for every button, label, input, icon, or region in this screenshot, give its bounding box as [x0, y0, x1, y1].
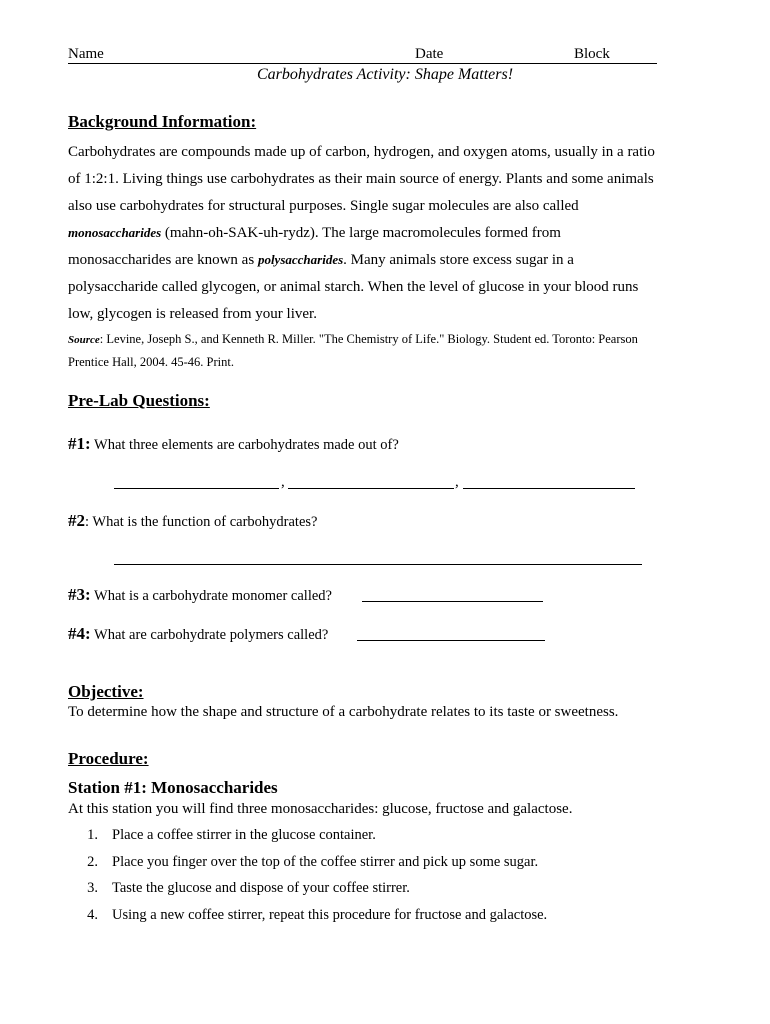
answer-4-blank[interactable]: [357, 640, 545, 641]
comma-1: ,: [281, 474, 285, 490]
background-line-5-pre: monosaccharides are known as: [68, 252, 258, 268]
objective-text: To determine how the shape and structure of a carbohydrate relates to its taste or sweetness.: [68, 704, 619, 720]
background-line-6: polysaccharide called glycogen, or animal starch. When the level of glucose in your blood runs: [68, 279, 639, 295]
term-polysaccharides: polysaccharides: [257, 252, 344, 267]
background-line-3: also use carbohydrates for structural purposes. Single sugar molecules are also called: [68, 198, 579, 214]
block-label: Block: [574, 46, 610, 62]
question-1-text: What three elements are carbohydrates made out of?: [90, 437, 399, 453]
question-3-text: What is a carbohydrate monomer called?: [90, 588, 332, 604]
step-text: Using a new coffee stirrer, repeat this procedure for fructose and galactose.: [112, 906, 548, 923]
station-1-title: Station #1: Monosaccharides: [68, 778, 278, 797]
question-3-number: #3:: [68, 585, 91, 604]
question-2-number: #2: [68, 511, 85, 530]
answer-1c-blank[interactable]: [463, 488, 635, 489]
step-text: Place you finger over the top of the coffee stirrer and pick up some sugar.: [112, 853, 539, 870]
step-number: 3.: [87, 880, 98, 896]
prelab-heading: Pre-Lab Questions:: [68, 391, 210, 410]
question-1-number: #1:: [68, 434, 91, 453]
background-line-7: low, glycogen is released from your liver.: [68, 306, 317, 322]
procedure-heading: Procedure:: [68, 749, 149, 768]
source-line-1: [68, 332, 638, 347]
answer-2-blank[interactable]: [114, 564, 642, 565]
objective-heading: Objective:: [68, 682, 144, 701]
question-4-number: #4:: [68, 624, 91, 643]
background-line-2: of 1:2:1. Living things use carbohydrates as their main source of energy. Plants and some animals: [68, 171, 654, 187]
background-line-4-rest: (mahn-oh-SAK-uh-rydz). The large macromolecules formed from: [161, 225, 561, 241]
comma-2: ,: [455, 474, 459, 490]
answer-1b-blank[interactable]: [288, 488, 454, 489]
source-citation: : Levine, Joseph S., and Kenneth R. Miller. "The Chemistry of Life." Biology. Student ed. Toronto: Pearson: [99, 332, 638, 346]
question-2-text: : What is the function of carbohydrates?: [85, 514, 318, 530]
question-3: [68, 585, 332, 605]
background-line-5: [68, 252, 574, 269]
question-4: [68, 624, 328, 644]
background-line-4: [68, 225, 561, 242]
answer-3-blank[interactable]: [362, 601, 543, 602]
step-text: Place a coffee stirrer in the glucose container.: [112, 827, 376, 843]
station-1-intro: At this station you will find three monosaccharides: glucose, fructose and galactose.: [68, 801, 573, 817]
question-1: [68, 434, 399, 454]
background-heading: Background Information:: [68, 112, 257, 131]
page-title: Carbohydrates Activity: Shape Matters!: [256, 66, 514, 83]
question-2: [68, 511, 317, 531]
step-number: 2.: [87, 853, 98, 870]
question-4-text: What are carbohydrate polymers called?: [90, 627, 329, 643]
background-line-5-post: . Many animals store excess sugar in a: [343, 252, 574, 268]
step-number: 4.: [87, 906, 98, 923]
source-label: Source: [68, 334, 100, 346]
source-line-2: Prentice Hall, 2004. 45-46. Print.: [68, 355, 234, 369]
step-text: Taste the glucose and dispose of your coffee stirrer.: [112, 880, 410, 896]
name-label: Name: [68, 46, 104, 62]
date-label: Date: [415, 46, 444, 62]
term-monosaccharides: monosaccharides: [68, 225, 162, 240]
answer-1a-blank[interactable]: [114, 488, 279, 489]
header-underline: [68, 63, 657, 64]
background-line-1: Carbohydrates are compounds made up of carbon, hydrogen, and oxygen atoms, usually in a ratio: [68, 144, 655, 160]
step-number: 1.: [87, 827, 98, 843]
